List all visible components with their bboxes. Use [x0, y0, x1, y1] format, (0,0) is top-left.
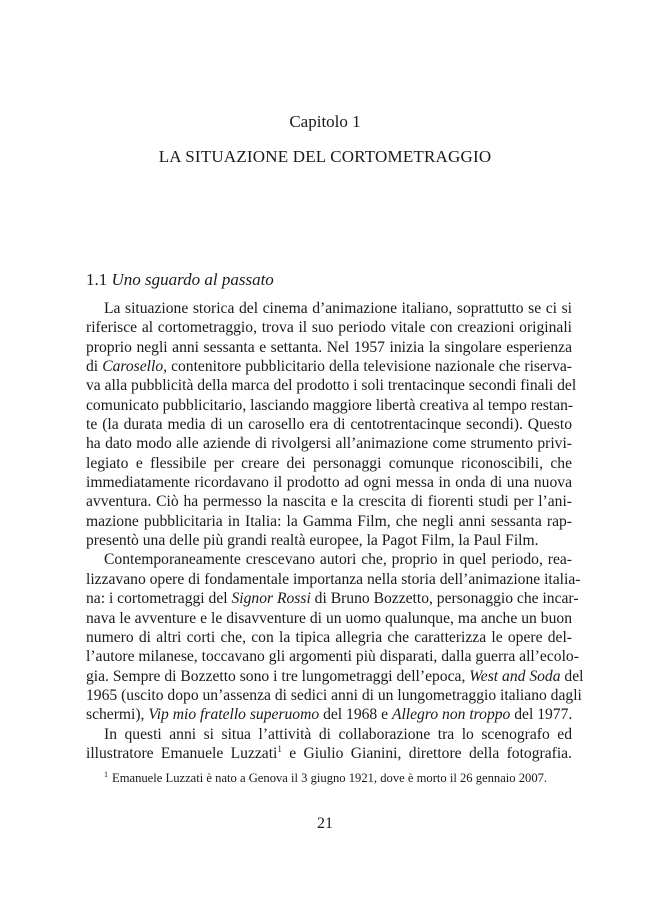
text-line: In questi anni si situa l’attività di collaborazione tra lo scenografo ed	[104, 725, 572, 743]
text-line: avventura. Ciò ha permesso la nascita e la crescita di fiorenti studi per l’ani-	[86, 493, 572, 511]
text-line: numero di altri corti che, con la tipica allegria che caratterizza le opere del-	[86, 628, 572, 646]
text-line: presentò una delle più grandi realtà europee, la Pagot Film, la Paul Film.	[86, 532, 539, 550]
italic-title-signor-rossi: Signor Rossi	[231, 590, 311, 608]
text-line: comunicato pubblicitario, lasciando maggiore libertà creativa al tempo restan-	[86, 396, 574, 414]
text-fragment: del	[560, 667, 584, 685]
text-line: 1965 (uscito dopo un’assenza di sedici anni di un lungometraggio italiano dagli	[86, 686, 582, 704]
chapter-title: LA SITUAZIONE DEL CORTOMETRAGGIO	[158, 147, 492, 166]
footnote-text: Emanuele Luzzati è nato a Genova il 3 giugno 1921, dove è morto il 26 gennaio 2007.	[112, 771, 548, 785]
italic-title-carosello: Carosello	[102, 358, 164, 376]
page-number: 21	[317, 815, 333, 832]
text-fragment: e Giulio Gianini, direttore della fotografia.	[281, 744, 572, 762]
text-fragment: gia. Sempre di Bozzetto sono i tre lungometraggi dell’epoca,	[86, 667, 470, 685]
text-line	[86, 705, 572, 724]
text-fragment: schermi),	[86, 706, 149, 724]
text-fragment: di Bruno Bozzetto, personaggio che incar-	[310, 590, 579, 608]
footnote	[104, 771, 574, 786]
text-fragment: , contenitore pubblicitario della televisione nazionale che riserva-	[163, 358, 573, 376]
text-line	[86, 589, 579, 608]
text-line	[86, 744, 572, 763]
text-fragment: illustratore Emanuele Luzzati	[86, 744, 278, 762]
text-fragment: di	[86, 358, 103, 376]
italic-title-west-and-soda: West and Soda	[469, 667, 561, 685]
text-line: legiato e flessibile per creare dei personaggi comunque riconoscibili, che	[86, 454, 572, 472]
chapter-label: Capitolo 1	[289, 112, 361, 131]
text-line: te (la durata media di un carosello era di centotrentacinque secondi). Questo	[86, 416, 572, 434]
text-line: va alla pubblicità della marca del prodotto i soli trentacinque secondi finali del	[86, 377, 577, 395]
footnote-marker: 1	[104, 769, 108, 779]
text-line: proprio negli anni sessanta e settanta. Nel 1957 inizia la singolare esperienza	[86, 338, 572, 356]
footnote-reference[interactable]: 1	[277, 743, 282, 754]
text-line: Contemporaneamente crescevano autori che, proprio in quel periodo, rea-	[104, 551, 572, 569]
text-line: l’autore milanese, toccavano gli argomenti più disparati, dalla guerra all’ecolo-	[86, 648, 579, 666]
text-line: nava le avventure e le disavventure di un uomo qualunque, ma anche un buon	[86, 609, 572, 627]
text-line: ha dato modo alle aziende di rivolgersi all’animazione come strumento privi-	[86, 435, 572, 453]
section-number: 1.1	[86, 270, 108, 289]
section-title: Uno sguardo al passato	[111, 270, 274, 289]
section-heading	[86, 270, 274, 290]
italic-title-allegro: Allegro non troppo	[391, 706, 511, 724]
italic-title-vip: Vip mio fratello superuomo	[148, 706, 320, 724]
text-line: La situazione storica del cinema d’animazione italiano, soprattutto se ci si	[104, 300, 572, 317]
text-fragment: na: i cortometraggi del	[86, 590, 232, 608]
body-text	[86, 299, 584, 763]
text-line: riferisce al cortometraggio, trova il suo periodo vitale con creazioni originali	[86, 319, 572, 337]
text-line	[86, 667, 584, 686]
text-line	[86, 357, 572, 376]
text-line: lizzavano opere di fondamentale importanza nella storia dell’animazione italia-	[86, 570, 581, 588]
text-line: mazione pubblicitaria in Italia: la Gamma Film, che negli anni sessanta rap-	[86, 512, 572, 530]
text-fragment: del 1968 e	[319, 706, 392, 724]
text-fragment: del 1977.	[510, 706, 573, 724]
text-line: immediatamente ricordavano il prodotto ad ogni messa in onda di una nuova	[86, 474, 572, 492]
